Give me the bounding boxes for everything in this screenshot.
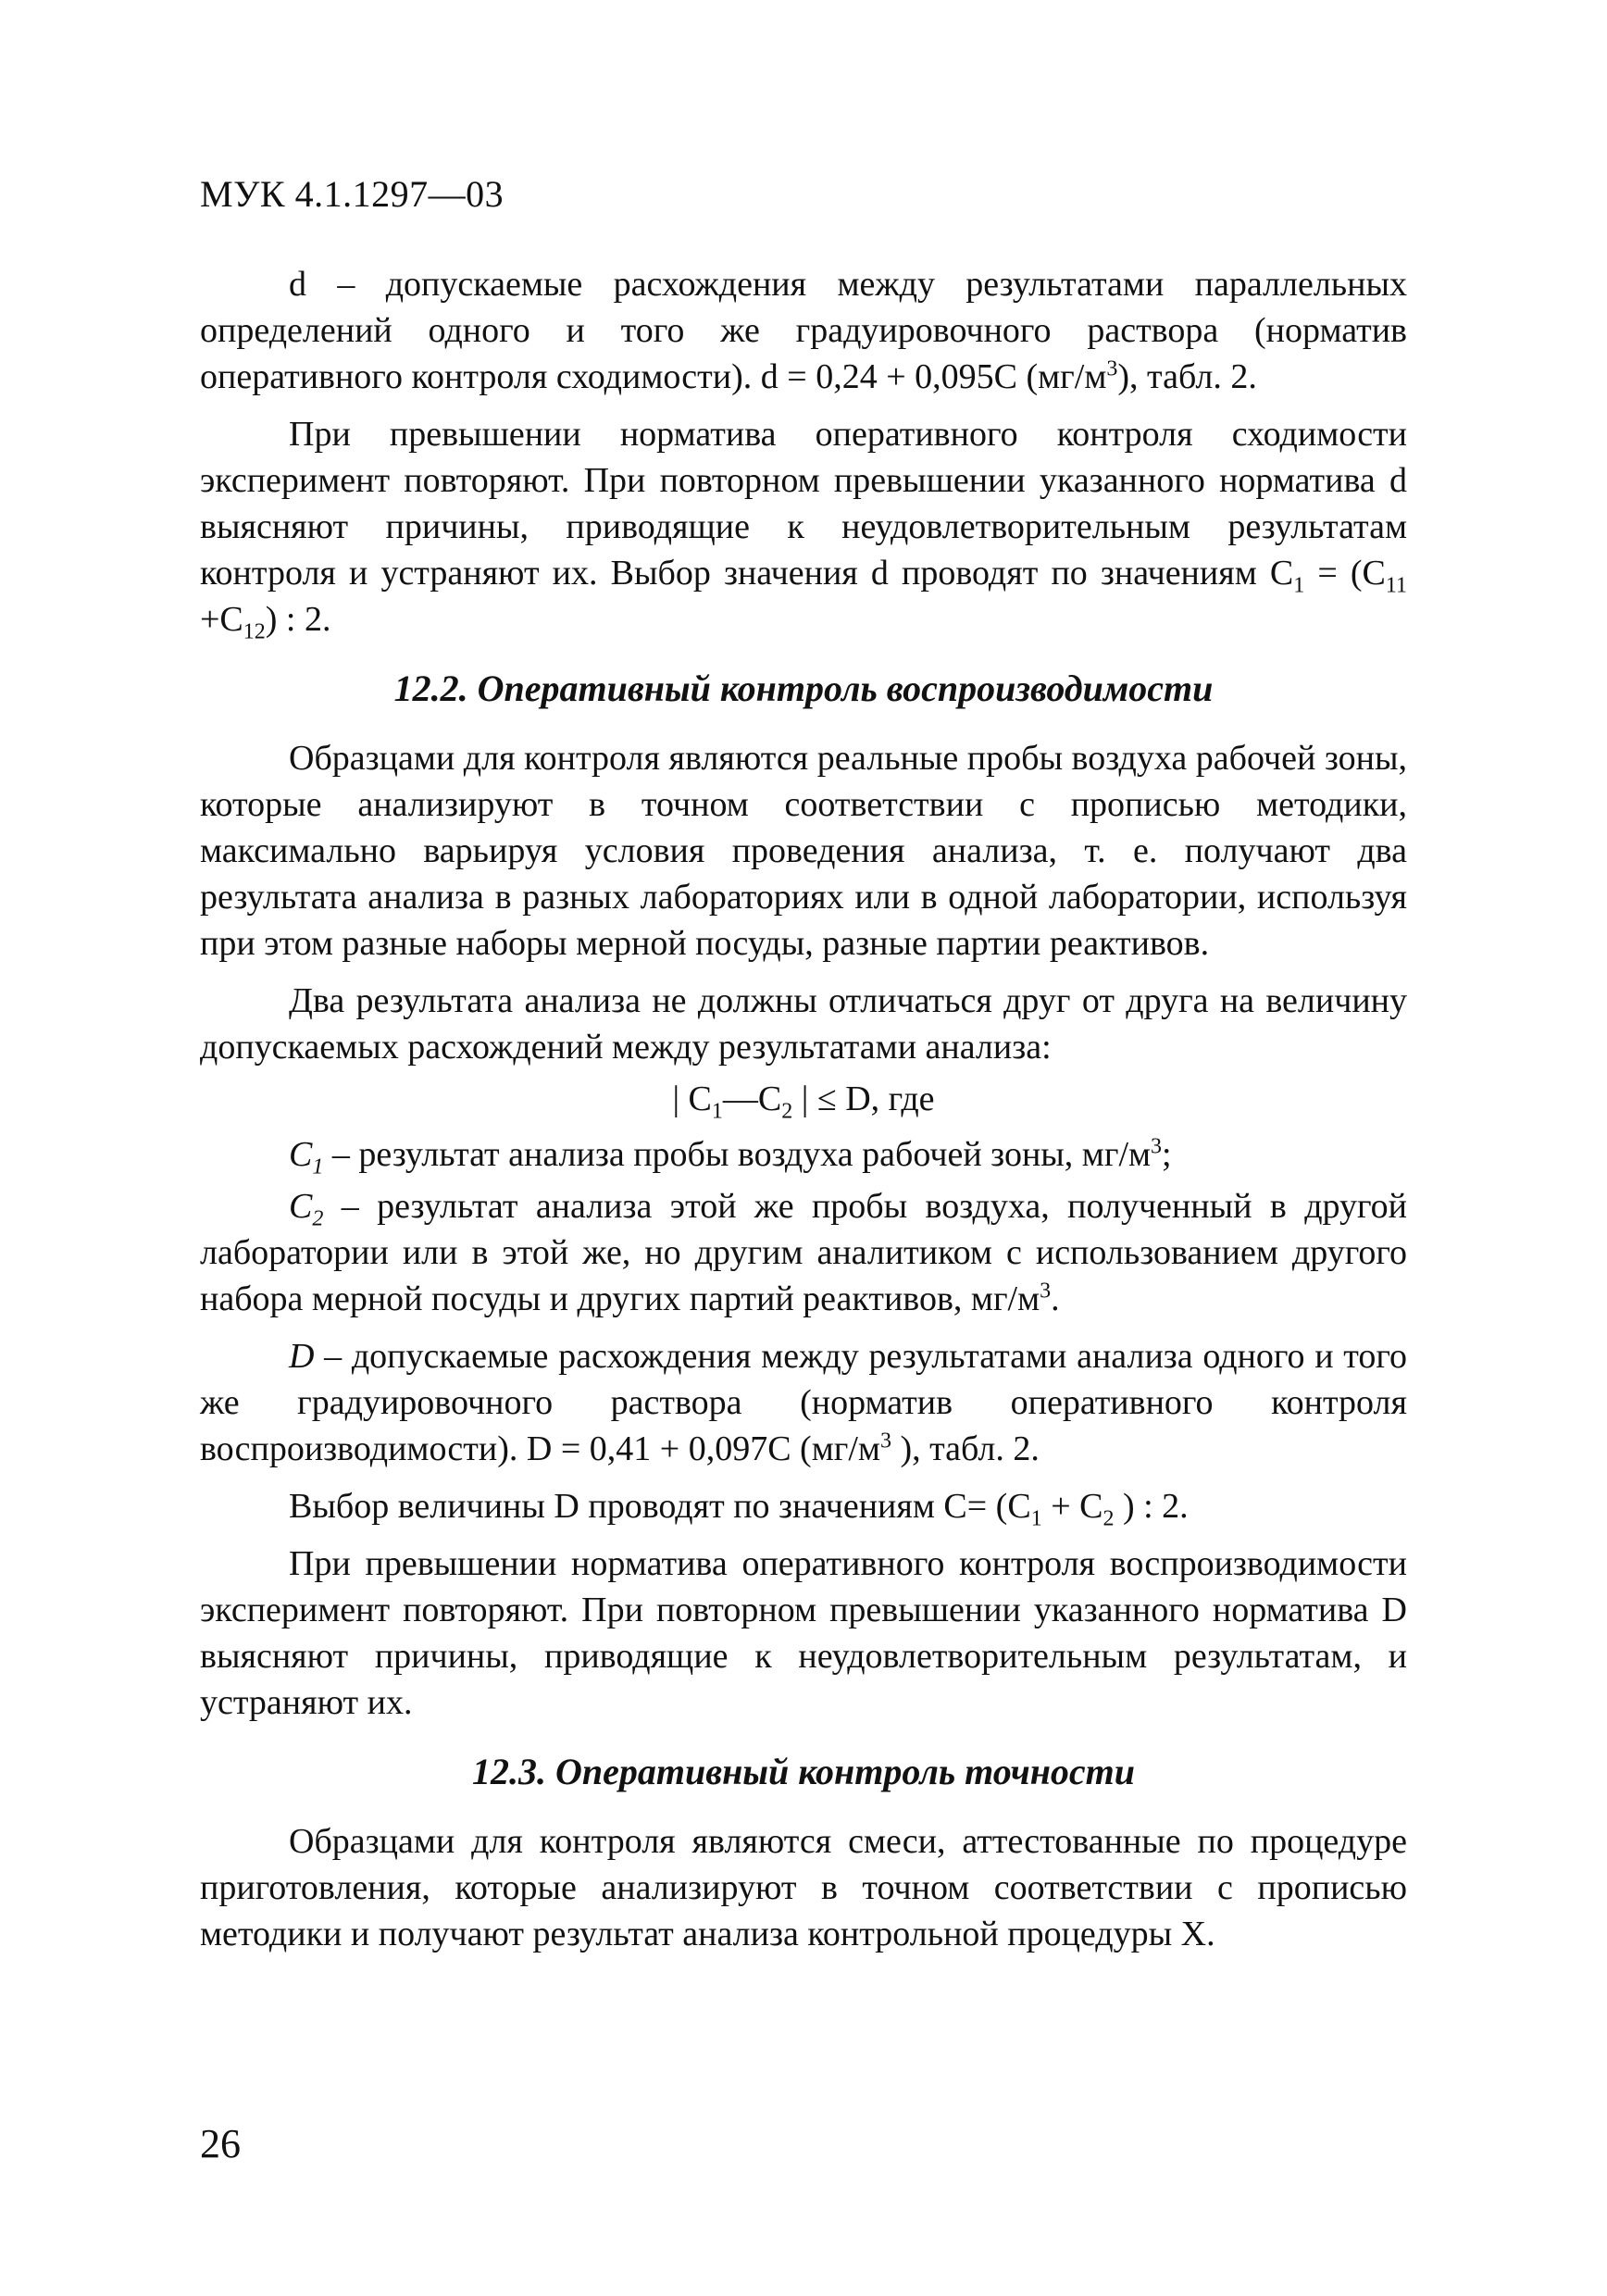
definition-c2: $С_2$ – результат анализа этой же пробы воздуха, полученный в другой лаборатории или в этой же, но другим аналитиком с использованием другого набора мерной посуды и других партий реактивов, $мг/м^3$. [200, 1187, 1407, 1318]
page-number: 26 [200, 2121, 241, 2166]
definition-c1: $С_1$ – результат анализа пробы воздуха рабочей зоны, $мг/м^3$; [289, 1134, 1172, 1179]
document-code-header: МУК 4.1.1297—03 [200, 173, 505, 215]
formula-reproducibility: | $С_1—С_2$ | ≤ D, где [672, 1079, 935, 1124]
page-content [200, 261, 1407, 1968]
paragraph-reproducibility-samples: Образцами для контроля являются реальные пробы воздуха рабочей зоны, которые анализируют в точном соответствии с прописью методики, максимально варьируя условия проведения анализа, т. е. получают два результата анализа в разных лабораториях или в одной лаборатории, используя при этом разные наборы мерной посуды, разные партии реактивов. [200, 739, 1407, 963]
paragraph-d-definition: d – допускаемые расхождения между результатами параллельных определений одного и того же градуировочного раствора (норматив оперативного контроля сходимости). d = 0,24 + 0,095С $(мг/м^3)$, табл. 2. [200, 265, 1407, 396]
definition-d: D – допускаемые расхождения между результатами анализа одного и того же градуировочного раствора (норматив оперативного контроля воспроизводимости). D = 0,41 + 0,097С ($мг/м^3$ ), табл. 2. [200, 1337, 1407, 1468]
paragraph-d-choice: Выбор величины D проводят по значениям $С= (С_1 + С_2$ ) : 2. [289, 1487, 1189, 1531]
paragraph-convergence-exceeded: При превышении норматива оперативного контроля сходимости эксперимент повторяют. При повторном превышении указанного норматива d выясняют причины, приводящие к неудовлетворительным результатам контроля и устраняют их. Выбор значения d проводят по значениям $С_1 = (С_{11} +С_{12})$ : 2. [200, 415, 1407, 644]
paragraph-reproducibility-exceeded: При превышении норматива оперативного контроля воспроизводимости эксперимент повторяют. При повторном превышении указанного норматива D выясняют причины, приводящие к неудовлетворительным результатам, и устраняют их. [200, 1544, 1407, 1722]
section-heading-12-2: 12.2. Оперативный контроль воспроизводимости [393, 668, 1214, 709]
paragraph-accuracy-samples: Образцами для контроля являются смеси, аттестованные по процедуре приготовления, которые анализируют в точном соответствии с прописью методики и получают результат анализа контрольной процедуры Х. [200, 1822, 1407, 1953]
paragraph-two-results: Два результата анализа не должны отличаться друг от друга на величину допускаемых расхождений между результатами анализа: [200, 981, 1407, 1067]
section-heading-12-3: 12.3. Оперативный контроль точности [471, 1751, 1136, 1792]
